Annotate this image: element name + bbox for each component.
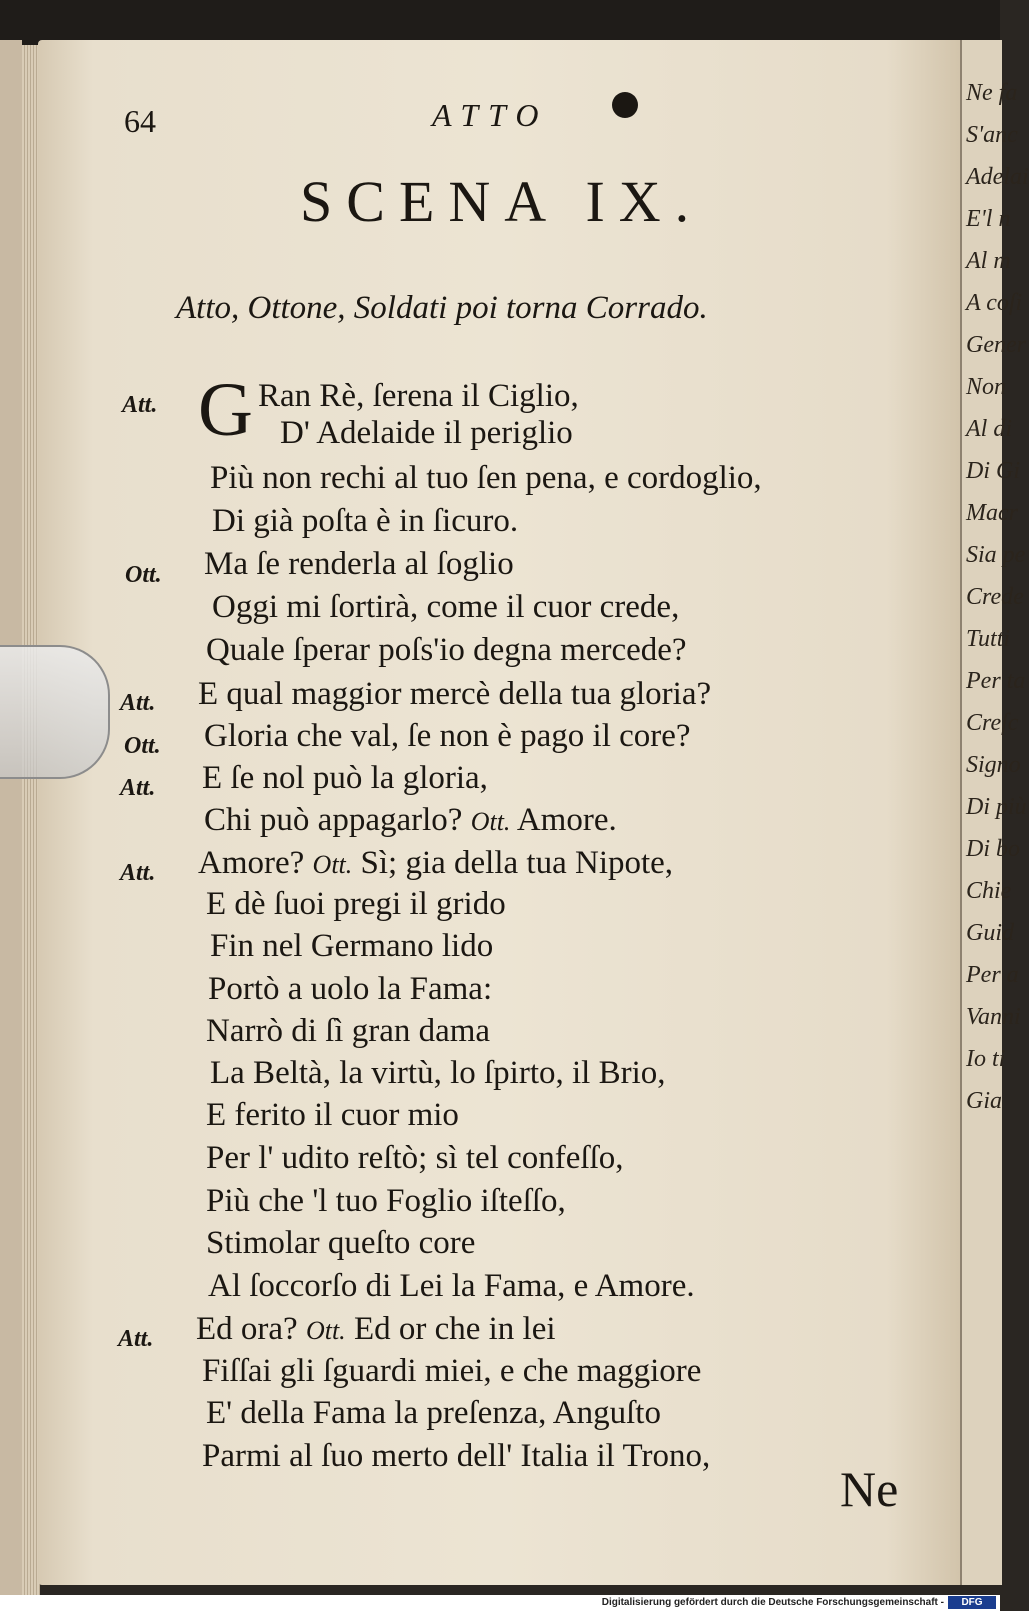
drop-capital: G	[198, 368, 253, 452]
facing-page-text: Guid	[966, 920, 1014, 946]
inline-speaker-label: Ott.	[305, 1316, 346, 1345]
facing-page-text: Chie	[966, 878, 1012, 904]
verse-line: Fin nel Germano lido	[210, 928, 494, 964]
verse-segment: Chi può appagarlo?	[204, 802, 471, 838]
speaker-label: Att.	[118, 1326, 154, 1352]
facing-page-text: Sia pe	[966, 542, 1026, 568]
verse-line: Più non rechi al tuo ſen pena, e cordoglio,	[210, 460, 762, 496]
verse-line: E ſe nol può la gloria,	[202, 760, 488, 796]
verse-line: Stimolar queſto core	[206, 1225, 476, 1261]
verse-line: E' della Fama la preſenza, Anguſto	[206, 1395, 661, 1431]
verse-line: Quale ſperar poſs'io degna mercede?	[206, 632, 687, 668]
verse-line: Oggi mi ſortirà, come il cuor crede,	[212, 589, 680, 625]
running-head: ATTO	[432, 97, 549, 133]
speaker-label: Att.	[122, 392, 158, 418]
facing-page-text: Creſc	[966, 710, 1019, 736]
verse-line: E ferito il cuor mio	[206, 1097, 459, 1133]
book-edge-left	[0, 40, 22, 1600]
verse-line: D' Adelaide il periglio	[280, 415, 573, 451]
verse-line: Per l' udito reſtò; sì tel confeſſo,	[206, 1140, 624, 1176]
page-number: 64	[124, 103, 156, 139]
verse-line: Di già poſta è in ſicuro.	[212, 503, 519, 539]
facing-page-text: Di bo	[966, 836, 1020, 862]
stage-direction: Atto, Ottone, Soldati poi torna Corrado.	[176, 290, 708, 326]
speaker-label: Att.	[120, 775, 156, 801]
verse-line: Fiſſai gli ſguardi miei, e che maggiore	[202, 1353, 702, 1389]
digitization-footer	[0, 1595, 1000, 1611]
plastic-clip	[0, 645, 110, 779]
verse-segment: Sì; gia della tua Nipote,	[352, 845, 674, 881]
facing-page-text: Crede	[966, 584, 1024, 610]
speaker-label: Ott.	[125, 562, 162, 588]
verse-line: Portò a uolo la Fama:	[208, 971, 493, 1007]
facing-page-text: Di Gi	[966, 458, 1020, 484]
verse-line	[196, 1311, 556, 1348]
verse-line: E dè ſuoi pregi il grido	[206, 886, 506, 922]
facing-page-text: Io ti	[966, 1046, 1006, 1072]
verse-segment: Amore.	[510, 802, 617, 838]
verse-line	[198, 845, 673, 882]
dfg-logo: DFG	[948, 1596, 996, 1609]
facing-page-text: S'anc	[966, 122, 1018, 148]
facing-page-text: Vanni	[966, 1004, 1021, 1030]
speaker-label: Att.	[120, 860, 156, 886]
facing-page-text: Tutti	[966, 626, 1011, 652]
verse-line: Parmi al ſuo merto dell' Italia il Trono,	[202, 1438, 711, 1474]
verse-line: Al ſoccorſo di Lei la Fama, e Amore.	[208, 1268, 695, 1304]
verse-line: Gloria che val, ſe non è pago il core?	[204, 718, 691, 754]
facing-page-text: Per a	[966, 962, 1019, 988]
verse-segment: Ed ora?	[196, 1311, 306, 1347]
facing-page-text: Gia	[966, 1088, 1002, 1114]
scene-title: SCENA IX.	[300, 169, 704, 234]
facing-page-fragment	[960, 40, 1029, 1585]
verse-segment: Amore?	[198, 845, 313, 881]
inline-speaker-label: Ott.	[312, 850, 353, 879]
verse-line: E qual maggior mercè della tua gloria?	[198, 676, 712, 712]
speaker-label: Ott.	[124, 733, 161, 759]
facing-page-text: Non	[966, 374, 1007, 400]
facing-page-text: Di più	[966, 794, 1027, 820]
facing-page-text: A coſi	[966, 290, 1023, 316]
inline-speaker-label: Ott.	[470, 807, 511, 836]
verse-line: Più che 'l tuo Foglio iſteſſo,	[206, 1183, 566, 1219]
facing-page-text: Ne fa	[966, 80, 1018, 106]
facing-page-text: Adelai	[966, 164, 1029, 190]
facing-page-text: Al m	[966, 248, 1011, 274]
verse-line	[204, 802, 617, 839]
verse-segment: Ed or che in lei	[345, 1311, 556, 1347]
verse-line: Narrò di ſì gran dama	[206, 1013, 491, 1049]
facing-page-text: Signo	[966, 752, 1021, 778]
facing-page-text: Gener	[966, 332, 1026, 358]
verse-line: Ran Rè, ſerena il Ciglio,	[258, 378, 579, 414]
facing-page-text: Per ta	[966, 668, 1026, 694]
catchword: Ne	[840, 1461, 899, 1517]
ink-blot-icon	[612, 92, 638, 118]
facing-page-text: Macr	[966, 500, 1018, 526]
facing-page-text: Al di	[966, 416, 1012, 442]
verse-line: La Beltà, la virtù, lo ſpirto, il Brio,	[210, 1055, 666, 1091]
facing-page-text: E'l n	[966, 206, 1011, 232]
footer-credit: Digitalisierung gefördert durch die Deutsche Forschungsgemeinschaft -	[601, 1597, 944, 1608]
verse-line: Ma ſe renderla al ſoglio	[204, 546, 514, 582]
speaker-label: Att.	[120, 690, 156, 716]
